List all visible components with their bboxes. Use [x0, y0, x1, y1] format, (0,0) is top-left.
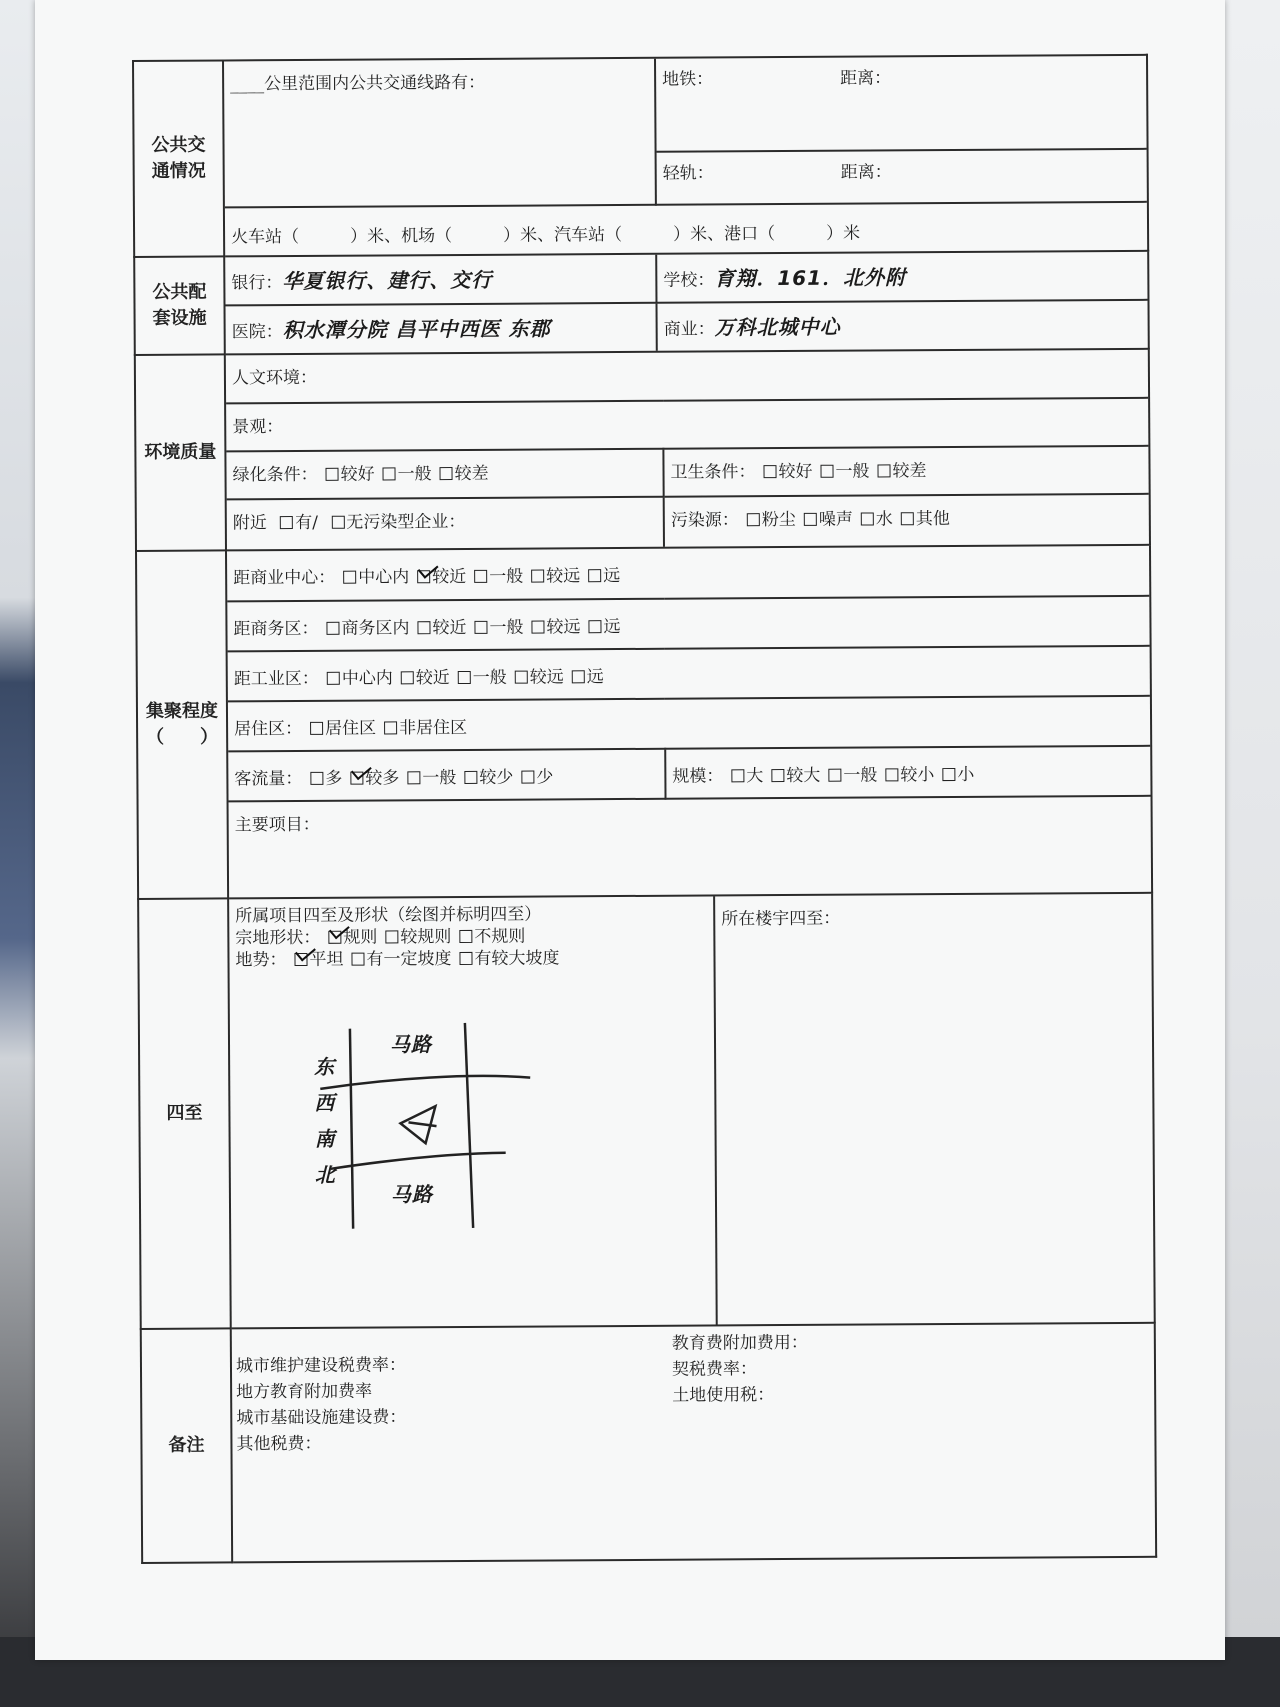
- shape-option-label: 规则: [343, 927, 378, 948]
- biz-center-option-label: 较远: [546, 566, 581, 587]
- traffic-option-label: 多: [325, 768, 343, 789]
- business-area-option-label: 较近: [432, 617, 467, 639]
- deed-tax-label: 契税费率：: [671, 1359, 758, 1380]
- sketch-bottom-label: 马路: [390, 1182, 434, 1207]
- nearby-opt1: 有/: [295, 512, 319, 534]
- biz-center-checkbox-4[interactable]: [588, 569, 601, 582]
- agglomeration-sub: （ ）: [146, 726, 219, 748]
- boundaries-title: 所属项目四至及形状（绘图并标明四至）: [235, 904, 542, 927]
- survey-form-table: [132, 54, 1157, 1564]
- rail-cell: [655, 56, 1147, 205]
- residential-option-label: 非居住区: [399, 717, 468, 739]
- light-rail-label: 轻轨：: [662, 163, 714, 184]
- commerce-label: 商业：: [663, 319, 715, 340]
- biz-center-label: 距商业中心：: [233, 567, 336, 589]
- scale-option-label: 大: [746, 766, 764, 787]
- greening-checkbox-1[interactable]: [382, 467, 395, 480]
- business-area-checkbox-0[interactable]: [326, 622, 339, 635]
- edu-surcharge-label: 教育费附加费用：: [671, 1332, 808, 1354]
- shape-option-label: 较规则: [400, 927, 452, 948]
- terrain-checkbox-2[interactable]: [459, 952, 472, 965]
- commerce-value: 万科北城中心: [714, 314, 841, 340]
- traffic-checkbox-0[interactable]: [310, 772, 323, 785]
- industrial-checkbox-4[interactable]: [572, 670, 585, 683]
- sanitation-checkbox-0[interactable]: [763, 465, 776, 478]
- boundaries-section: [228, 893, 1155, 1329]
- shape-checkbox-0[interactable]: [328, 931, 341, 944]
- pollution-option-label: 其他: [915, 509, 950, 530]
- business-area-checkbox-2[interactable]: [474, 621, 487, 634]
- business-area-option-label: 较远: [546, 617, 581, 638]
- traffic-option-label: 较多: [365, 768, 400, 789]
- greening-option-label: 较差: [454, 463, 489, 485]
- greening-option-label: 较好: [340, 464, 375, 485]
- residential-option-label: 居住区: [325, 718, 377, 739]
- subway-distance-label: 距离：: [840, 68, 892, 89]
- biz-center-option-label: 较近: [432, 566, 467, 588]
- scale-label: 规模：: [672, 766, 724, 787]
- shape-option-label: 不规则: [474, 926, 526, 947]
- culture-cell: [226, 350, 1148, 404]
- pollution-checkbox-1[interactable]: [804, 513, 817, 526]
- urban-tax-label: 城市维护建设税费率：: [235, 1355, 407, 1377]
- pollution-label: 污染源：: [670, 510, 739, 531]
- nearby-has-checkbox[interactable]: [280, 516, 293, 529]
- bank-label: 银行：: [231, 273, 283, 294]
- landscape-cell: [226, 398, 1148, 452]
- remarks-category: 备注: [141, 1328, 232, 1563]
- sketch-side-label: 东 西 南 北: [314, 1054, 336, 1187]
- main-projects-cell: [229, 796, 1152, 898]
- route-label: 公里范围内公共交通线路有：: [264, 72, 486, 95]
- greening-cell: [226, 449, 663, 500]
- industrial-option-label: 一般: [472, 667, 507, 688]
- greening-option-label: 一般: [397, 464, 432, 485]
- terrain-option-label: 有一定坡度: [366, 949, 452, 970]
- business-area-checkbox-4[interactable]: [588, 620, 601, 633]
- industrial-checkbox-2[interactable]: [458, 671, 471, 684]
- industrial-option-label: 远: [586, 667, 604, 688]
- hospital-label: 医院：: [231, 322, 283, 343]
- scale-option-label: 较大: [786, 765, 821, 787]
- building-boundaries-label: 所在楼宇四至：: [721, 908, 841, 930]
- school-cell: [656, 252, 1147, 303]
- traffic-checkbox-3[interactable]: [464, 771, 477, 784]
- sanitation-checkbox-1[interactable]: [820, 465, 833, 478]
- route-blank[interactable]: ____: [230, 74, 265, 95]
- hospital-value: 积水潭分院 昌平中西医 东郡: [282, 316, 551, 343]
- scale-option-label: 较小: [900, 765, 935, 786]
- scale-checkbox-3[interactable]: [885, 768, 898, 781]
- stations-cell: [225, 202, 1147, 256]
- residential-checkbox-0[interactable]: [310, 722, 323, 735]
- transit-section: [223, 55, 1148, 257]
- infra-fee-label: 城市基础设施建设费：: [236, 1407, 407, 1429]
- sanitation-cell: [663, 446, 1148, 497]
- biz-center-checkbox-0[interactable]: [343, 571, 356, 584]
- school-label: 学校：: [663, 270, 715, 291]
- traffic-checkbox-2[interactable]: [407, 771, 420, 784]
- facilities-category: 公共配套设施: [134, 256, 225, 355]
- sanitation-label: 卫生条件：: [670, 462, 756, 483]
- scale-checkbox-0[interactable]: [731, 769, 744, 782]
- residential-cell: [228, 696, 1150, 752]
- traffic-cell: [228, 749, 665, 802]
- nearby-cell: [227, 497, 664, 550]
- biz-center-cell: [227, 546, 1149, 602]
- sketch-top-label: 马路: [389, 1032, 433, 1057]
- remarks-section: [231, 1323, 1156, 1563]
- boundaries-category: 四至: [138, 898, 231, 1329]
- biz-center-option-label: 中心内: [358, 567, 410, 588]
- business-area-option-label: 远: [603, 617, 621, 638]
- sanitation-option-label: 一般: [835, 461, 870, 482]
- traffic-checkbox-4[interactable]: [521, 771, 534, 784]
- project-boundaries-cell: [229, 896, 717, 1327]
- school-value: 育翔．161．北外附: [714, 265, 907, 291]
- scale-option-label: 小: [957, 764, 975, 785]
- terrain-checkbox-0[interactable]: [294, 953, 307, 966]
- pollution-checkbox-0[interactable]: [747, 513, 760, 526]
- pollution-option-label: 水: [875, 509, 893, 530]
- residential-checkbox-1[interactable]: [384, 721, 397, 734]
- industrial-checkbox-0[interactable]: [327, 672, 340, 685]
- biz-center-checkbox-2[interactable]: [474, 570, 487, 583]
- pollution-option-label: 粉尘: [761, 509, 796, 531]
- nearby-opt2: 无污染型企业：: [346, 511, 466, 533]
- environment-category: 环境质量: [135, 354, 226, 551]
- traffic-label: 客流量：: [234, 768, 303, 790]
- agglomeration-category: 集聚程度 （ ）: [136, 550, 228, 899]
- local-edu-label: 地方教育附加费率: [236, 1381, 373, 1403]
- greening-checkbox-2[interactable]: [439, 467, 452, 480]
- traffic-option-label: 较少: [479, 767, 514, 788]
- industrial-checkbox-1[interactable]: [401, 671, 414, 684]
- nearby-label: 附近: [232, 513, 267, 534]
- other-tax-label: 其他税费：: [236, 1433, 322, 1455]
- stations-line: 火车站（ ）米、机场（ ）米、汽车站（ ）米、港口（ ）米: [231, 223, 861, 248]
- shape-checkbox-1[interactable]: [385, 930, 398, 943]
- main-projects-label: 主要项目：: [234, 814, 320, 836]
- industrial-checkbox-3[interactable]: [515, 671, 528, 684]
- residential-label: 居住区：: [234, 718, 303, 740]
- commerce-cell: [656, 300, 1147, 351]
- shape-checkbox-2[interactable]: [459, 930, 472, 943]
- subway-label: 地铁：: [662, 69, 714, 90]
- pollution-cell: [664, 494, 1149, 547]
- biz-center-option-label: 远: [603, 566, 621, 587]
- scale-checkbox-1[interactable]: [771, 769, 784, 782]
- sanitation-checkbox-2[interactable]: [877, 464, 890, 477]
- business-area-cell: [227, 596, 1149, 652]
- terrain-option-label: 有较大坡度: [474, 948, 560, 969]
- environment-section: [225, 349, 1150, 551]
- business-area-checkbox-3[interactable]: [531, 620, 544, 633]
- greening-checkbox-0[interactable]: [325, 468, 338, 481]
- scale-checkbox-2[interactable]: [828, 769, 841, 782]
- pollution-checkbox-3[interactable]: [901, 512, 914, 525]
- pollution-option-label: 噪声: [818, 509, 853, 530]
- bank-cell: [225, 255, 656, 306]
- traffic-option-label: 一般: [422, 768, 457, 789]
- culture-label: 人文环境：: [231, 367, 318, 389]
- bank-value: 华夏银行、建行、交行: [282, 267, 493, 294]
- facilities-section: [224, 251, 1149, 355]
- shape-label: 宗地形状：: [235, 927, 321, 949]
- agglomeration-section: [226, 545, 1152, 899]
- biz-center-checkbox-1[interactable]: [417, 570, 430, 583]
- scale-option-label: 一般: [843, 765, 878, 786]
- landscape-label: 景观：: [232, 417, 284, 438]
- traffic-checkbox-1[interactable]: [350, 772, 363, 785]
- sanitation-option-label: 较差: [892, 461, 927, 482]
- scale-checkbox-4[interactable]: [942, 768, 955, 781]
- industrial-option-label: 较近: [415, 668, 450, 689]
- greening-label: 绿化条件：: [232, 464, 318, 486]
- business-area-option-label: 商务区内: [341, 618, 410, 639]
- industrial-cell: [228, 646, 1150, 702]
- terrain-checkbox-1[interactable]: [351, 953, 364, 966]
- biz-center-option-label: 一般: [489, 566, 524, 587]
- industrial-option-label: 中心内: [341, 668, 393, 689]
- industrial-label: 距工业区：: [233, 668, 319, 690]
- business-area-label: 距商务区：: [233, 618, 319, 640]
- land-tax-label: 土地使用税：: [672, 1385, 775, 1406]
- sanitation-option-label: 较好: [778, 461, 813, 483]
- building-boundaries-cell: [714, 894, 1154, 1325]
- transit-category: 公共交通情况: [133, 60, 224, 257]
- hospital-cell: [226, 303, 657, 354]
- traffic-option-label: 少: [536, 767, 554, 788]
- scale-cell: [665, 746, 1150, 799]
- industrial-option-label: 较远: [529, 667, 564, 688]
- pollution-checkbox-2[interactable]: [861, 512, 874, 525]
- nearby-none-checkbox[interactable]: [331, 516, 344, 529]
- business-area-option-label: 一般: [489, 617, 524, 638]
- terrain-option-label: 平坦: [309, 949, 344, 970]
- light-rail-distance-label: 距离：: [840, 162, 892, 183]
- business-area-checkbox-1[interactable]: [417, 621, 430, 634]
- transit-routes-cell: [224, 59, 656, 208]
- biz-center-checkbox-3[interactable]: [531, 569, 544, 582]
- terrain-label: 地势：: [235, 950, 287, 971]
